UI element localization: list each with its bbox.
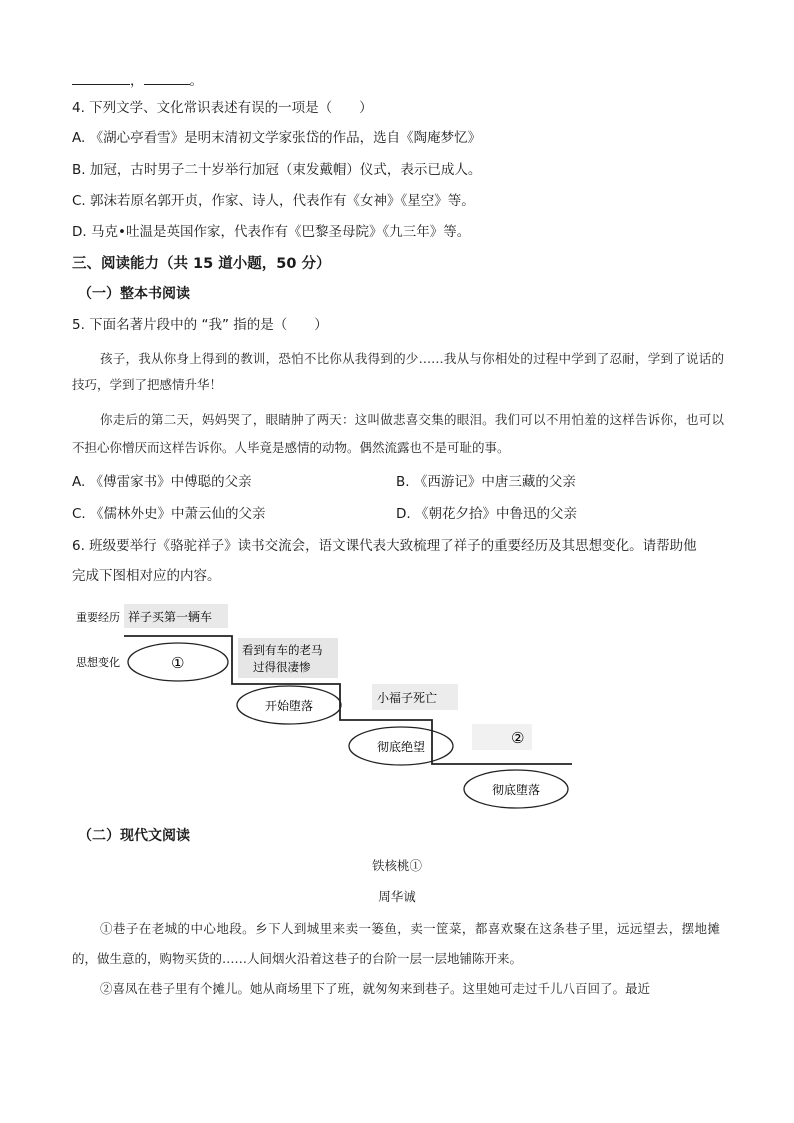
q5-option-b: B. 《西游记》中唐三藏的父亲 — [396, 474, 576, 490]
blank2-marker: ② — [511, 729, 525, 747]
row-label-thought: 思想变化 — [76, 656, 120, 669]
section-title: 三、阅读能力（共 15 道小题，50 分） — [72, 256, 331, 272]
period: 。 — [189, 73, 203, 89]
q5-option-c: C. 《儒林外史》中萧云仙的父亲 — [72, 506, 266, 522]
row-label-experience: 重要经历 — [76, 611, 120, 624]
answer-blank — [72, 70, 130, 85]
article-body — [72, 914, 720, 1004]
q5-stem: 5. 下面名著片段中的 “我” 指的是（ ） — [72, 317, 328, 333]
blank1-marker: ① — [171, 654, 185, 672]
q4-option-a: A. 《湖心亭看雪》是明末清初文学家张岱的作品，选自《陶庵梦忆》 — [72, 130, 482, 146]
event3-label: 小福子死亡 — [377, 691, 438, 705]
article-paragraph-1: ①巷子在老城的中心地段。乡下人到城里来卖一篓鱼，卖一筐菜，都喜欢聚在这条巷子里，远远望去，摆地摊的，做生意的，购物买货的……人间烟火沿着这巷子的台阶一层一层地铺陈开来。 — [72, 921, 720, 966]
event1-label: 祥子买第一辆车 — [128, 610, 213, 624]
part2-heading: （二）现代文阅读 — [78, 828, 190, 844]
article-author: 周华诚 — [378, 889, 416, 904]
answer-blank — [144, 70, 190, 85]
quote-paragraph-2: 你走后的第二天，妈妈哭了，眼睛肿了两天：这叫做悲喜交集的眼泪。我们可以不用怕羞的这样告诉你，也可以不担心你憎厌而这样告诉你。人毕竟是感情的动物。偶然流露也不是可耻的事。 — [72, 412, 724, 455]
event2-label-line1: 看到有车的老马 — [242, 643, 323, 657]
q4-option-d: D. 马克•吐温是英国作家，代表作有《巴黎圣母院》《九三年》等。 — [72, 224, 471, 240]
q5-quote — [72, 346, 724, 462]
q5-option-d: D. 《朝花夕拾》中鲁迅的父亲 — [396, 506, 577, 522]
q6-stem-line1: 6. 班级要举行《骆驼祥子》读书交流会，语文课代表大致梳理了祥子的重要经历及其思想变化。请帮助他 — [72, 538, 697, 554]
q4-option-b: B. 加冠，古时男子二十岁举行加冠（束发戴帽）仪式，表示已成人。 — [72, 162, 482, 178]
article-title: 铁核桃① — [371, 858, 422, 873]
q4-stem: 4. 下列文学、文化常识表述有误的一项是（ ） — [72, 100, 373, 116]
separator: ， — [130, 73, 144, 89]
state2-label: 开始堕落 — [265, 699, 314, 713]
article-paragraph-2: ②喜凤在巷子里有个摊儿。她从商场里下了班，就匆匆来到巷子。这里她可走过千儿八百回了。最近 — [100, 981, 651, 996]
xiangzi-staircase-diagram — [0, 598, 794, 818]
q5-option-a: A. 《傅雷家书》中傅聪的父亲 — [72, 474, 252, 490]
quote-paragraph-1: 孩子，我从你身上得到的教训，恐怕不比你从我得到的少……我从与你相处的过程中学到了忍耐，学到了说话的技巧，学到了把感情升华！ — [72, 351, 724, 392]
event2-label-line2: 过得很凄惨 — [253, 660, 311, 674]
q3-answer-line — [72, 70, 203, 91]
q4-option-c: C. 郭沫若原名郭开贞，作家、诗人，代表作有《女神》《星空》等。 — [72, 193, 475, 209]
state3-label: 彻底绝望 — [377, 740, 426, 754]
part1-heading: （一）整本书阅读 — [78, 286, 190, 302]
q6-stem-line2: 完成下图相对应的内容。 — [72, 568, 221, 584]
state4-label: 彻底堕落 — [492, 783, 541, 797]
